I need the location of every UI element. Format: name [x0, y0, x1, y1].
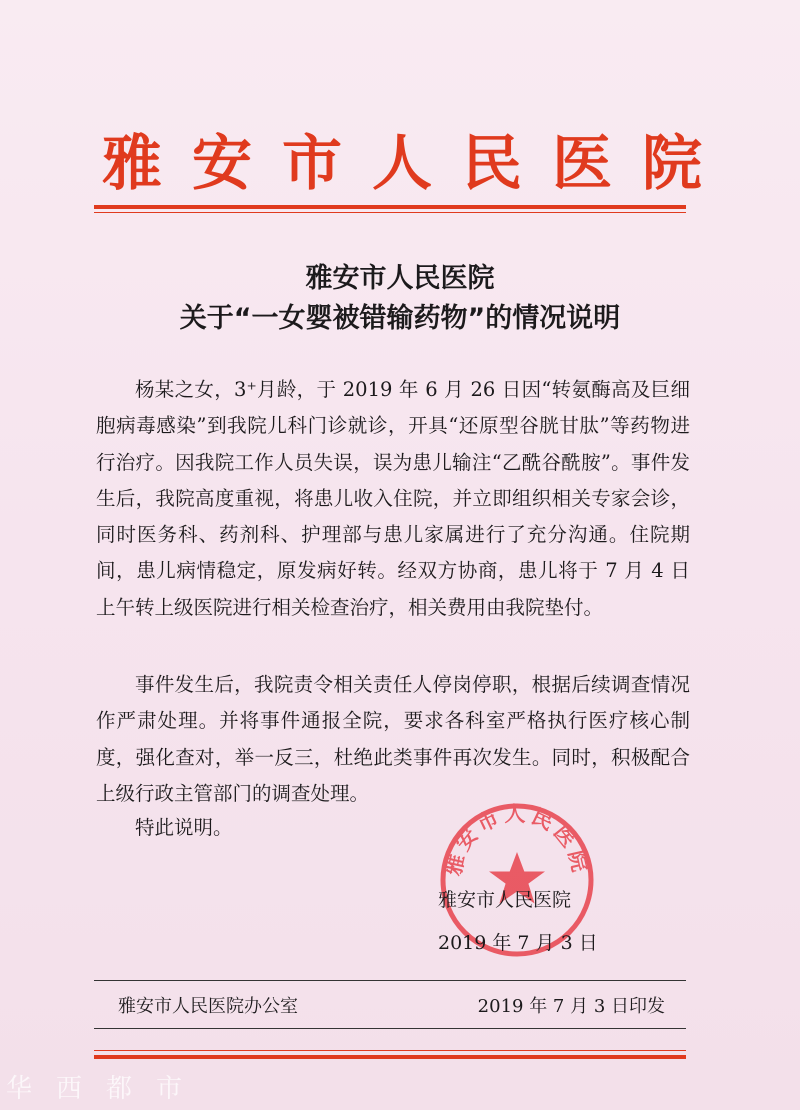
signature-date: 2019 年 7 月 3 日 — [438, 932, 598, 954]
footer-issuer: 雅安市人民医院办公室 — [118, 996, 298, 1017]
paragraph-text: 杨某之女，3⁺月龄，于 2019 年 6 月 26 日因“转氨酶高及巨细胞病毒感染”到我院儿科门诊就诊，开具“还原型谷胱甘肽”等药物进行治疗。因我院工作人员失误，误为患儿输注“乙酰谷酰胺”。事件发生后，我院高度重视，将患儿收入住院，并立即组织相关专家会诊，同时医务科、药剂科、护理部与患儿家属进行了充分沟通。住院期间，患儿病情稳定，原发病好转。经双方协商，患儿将于 7 月 4 日上午转上级医院进行相关检查治疗，相关费用由我院垫付。 — [96, 378, 690, 619]
document-title-line1: 雅安市人民医院 — [305, 263, 495, 294]
body-paragraph-3 — [96, 810, 690, 846]
signature-organization: 雅安市人民医院 — [438, 889, 572, 911]
footer-print-date: 2019 年 7 月 3 日印发 — [477, 996, 665, 1017]
bottom-rule-thick — [94, 1055, 686, 1059]
header-rule-thick — [94, 205, 686, 209]
seal-text: 雅安市人民医院 — [441, 802, 593, 878]
document-title-line2: 关于“一女婴被错输药物”的情况说明 — [179, 303, 621, 334]
header-rule-thin — [94, 212, 686, 213]
body-paragraph-1 — [96, 372, 690, 626]
body-paragraph-2 — [96, 667, 690, 812]
bottom-rule-thin — [94, 1050, 686, 1051]
watermark: 华西都市 — [6, 1074, 207, 1104]
paragraph-text: 事件发生后，我院责令相关责任人停岗停职，根据后续调查情况作严肃处理。并将事件通报全院，要求各科室严格执行医疗核心制度，强化查对，举一反三，杜绝此类事件再次发生。同时，积极配合上级行政主管部门的调查处理。 — [96, 673, 690, 805]
organization-header: 雅安市人民医院 — [102, 129, 732, 199]
footer-rule-upper — [94, 980, 686, 981]
paragraph-text: 特此说明。 — [135, 816, 233, 839]
footer-rule-lower — [94, 1028, 686, 1029]
